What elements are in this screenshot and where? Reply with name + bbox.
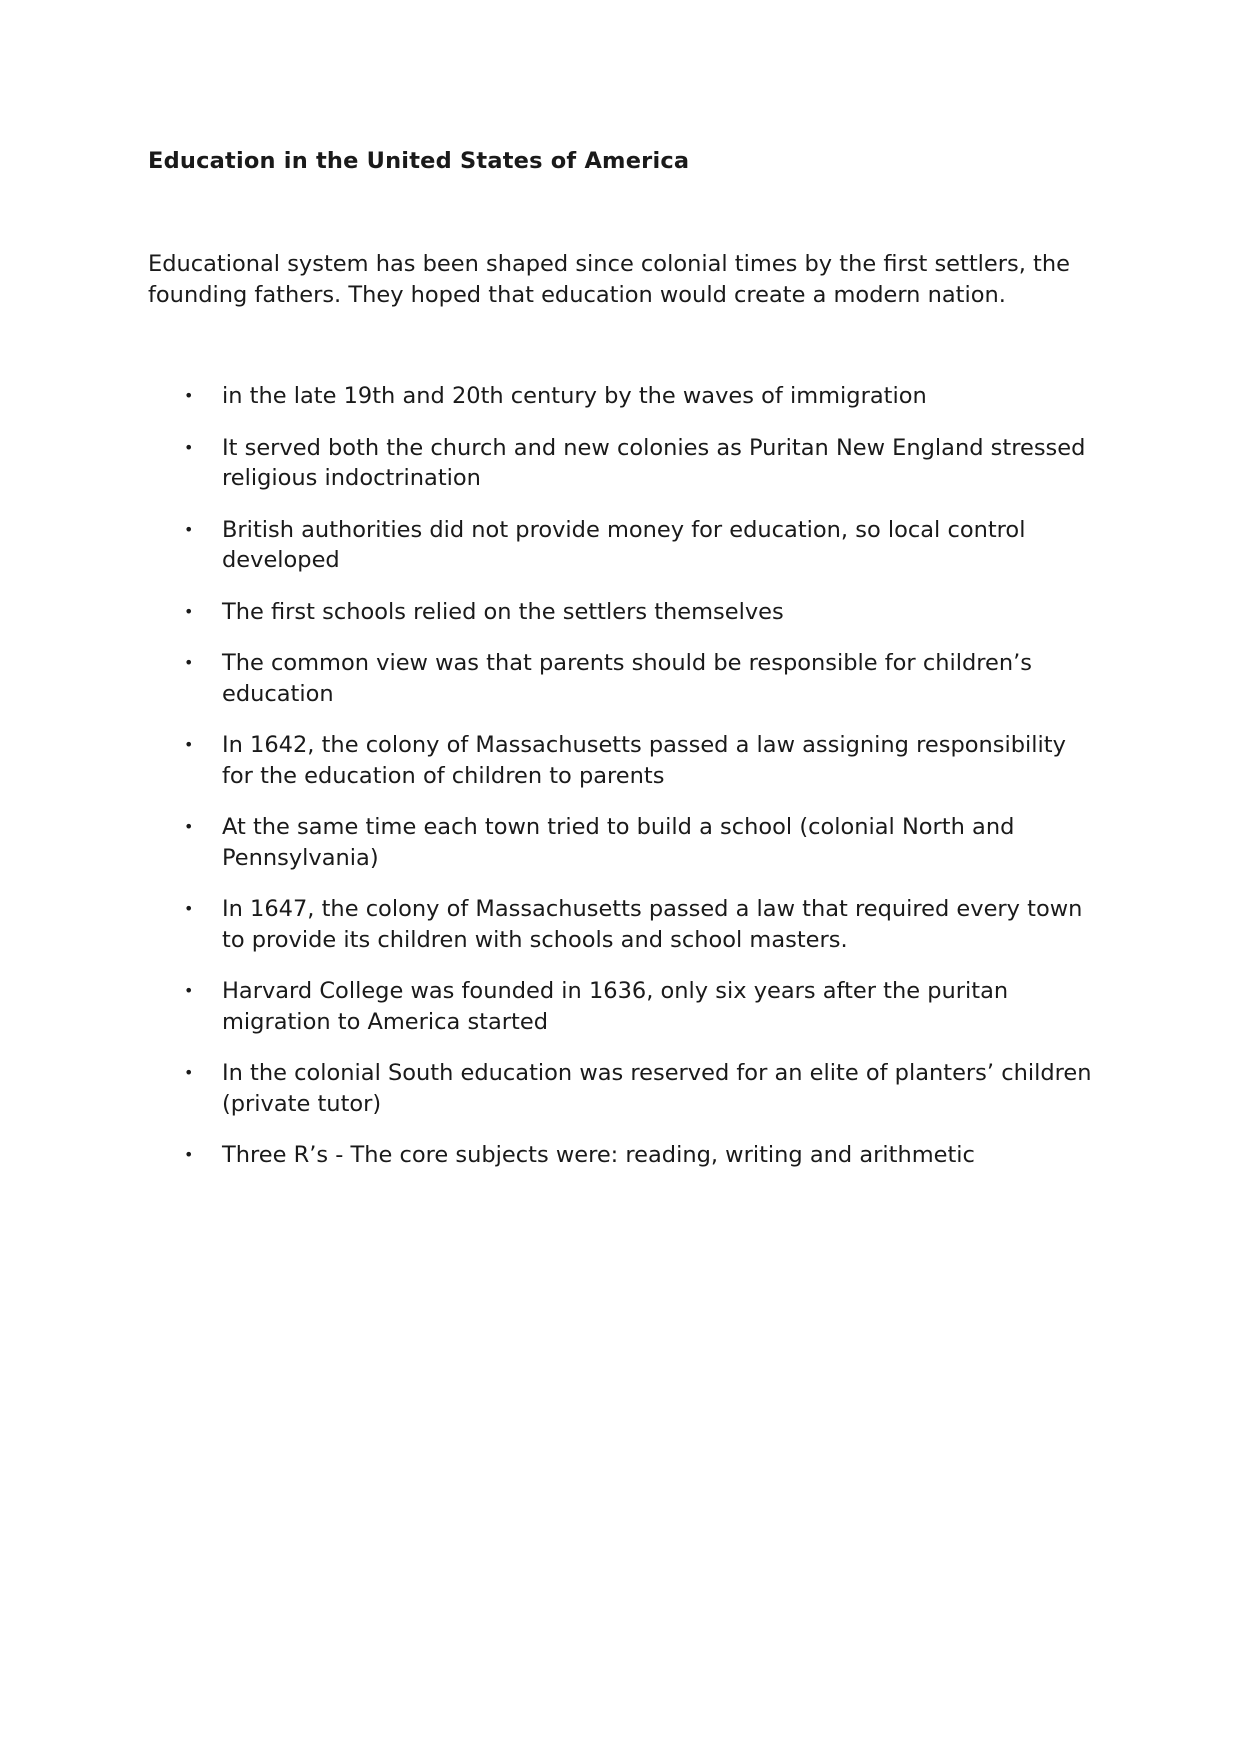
bullet-icon: • <box>184 437 194 457</box>
list-item-text: In the colonial South education was reserved for an elite of planters’ children (private tutor) <box>222 1060 1092 1117</box>
bullet-list <box>148 381 1098 1192</box>
list-item <box>148 1058 1098 1119</box>
bullet-icon: • <box>184 981 194 1000</box>
bullet-icon: • <box>184 386 194 405</box>
bullet-icon: • <box>184 653 194 672</box>
list-item <box>148 1140 1098 1171</box>
bullet-icon: • <box>184 519 194 539</box>
list-item <box>148 648 1098 709</box>
list-item <box>148 381 1098 412</box>
list-item <box>148 976 1098 1037</box>
intro-paragraph: Educational system has been shaped since colonial times by the first settlers, the founding fathers. They hoped that education would create a modern nation. <box>148 251 1070 308</box>
list-item-text: British authorities did not provide money for education, so local control developed <box>222 516 1026 573</box>
list-item-text: In 1642, the colony of Massachusetts passed a law assigning responsibility for the education of children to parents <box>222 732 1066 789</box>
list-item <box>148 515 1098 576</box>
list-item-text: It served both the church and new colonies as Puritan New England stressed religious indoctrination <box>222 434 1086 491</box>
list-item-text: in the late 19th and 20th century by the waves of immigration <box>222 383 927 409</box>
list-item-text: The first schools relied on the settlers themselves <box>222 598 784 625</box>
list-item <box>148 812 1098 873</box>
list-item-text: At the same time each town tried to build a school (colonial North and Pennsylvania) <box>222 814 1015 871</box>
bullet-icon: • <box>184 735 194 754</box>
document-title: Education in the United States of America <box>148 148 690 174</box>
list-item-text: Harvard College was founded in 1636, only six years after the puritan migration to America started <box>222 978 1009 1035</box>
bullet-icon: • <box>184 1145 194 1164</box>
bullet-icon: • <box>184 601 194 621</box>
bullet-icon: • <box>184 1063 194 1082</box>
list-item-text: The common view was that parents should be responsible for children’s education <box>222 650 1032 707</box>
list-item <box>148 730 1098 791</box>
bullet-icon: • <box>184 899 194 918</box>
list-item <box>148 597 1098 628</box>
bullet-icon: • <box>184 817 194 836</box>
list-item-text: In 1647, the colony of Massachusetts passed a law that required every town to provide its children with schools and school masters. <box>222 896 1083 953</box>
list-item-text: Three R’s - The core subjects were: reading, writing and arithmetic <box>222 1142 975 1168</box>
list-item <box>148 894 1098 955</box>
list-item <box>148 433 1098 494</box>
